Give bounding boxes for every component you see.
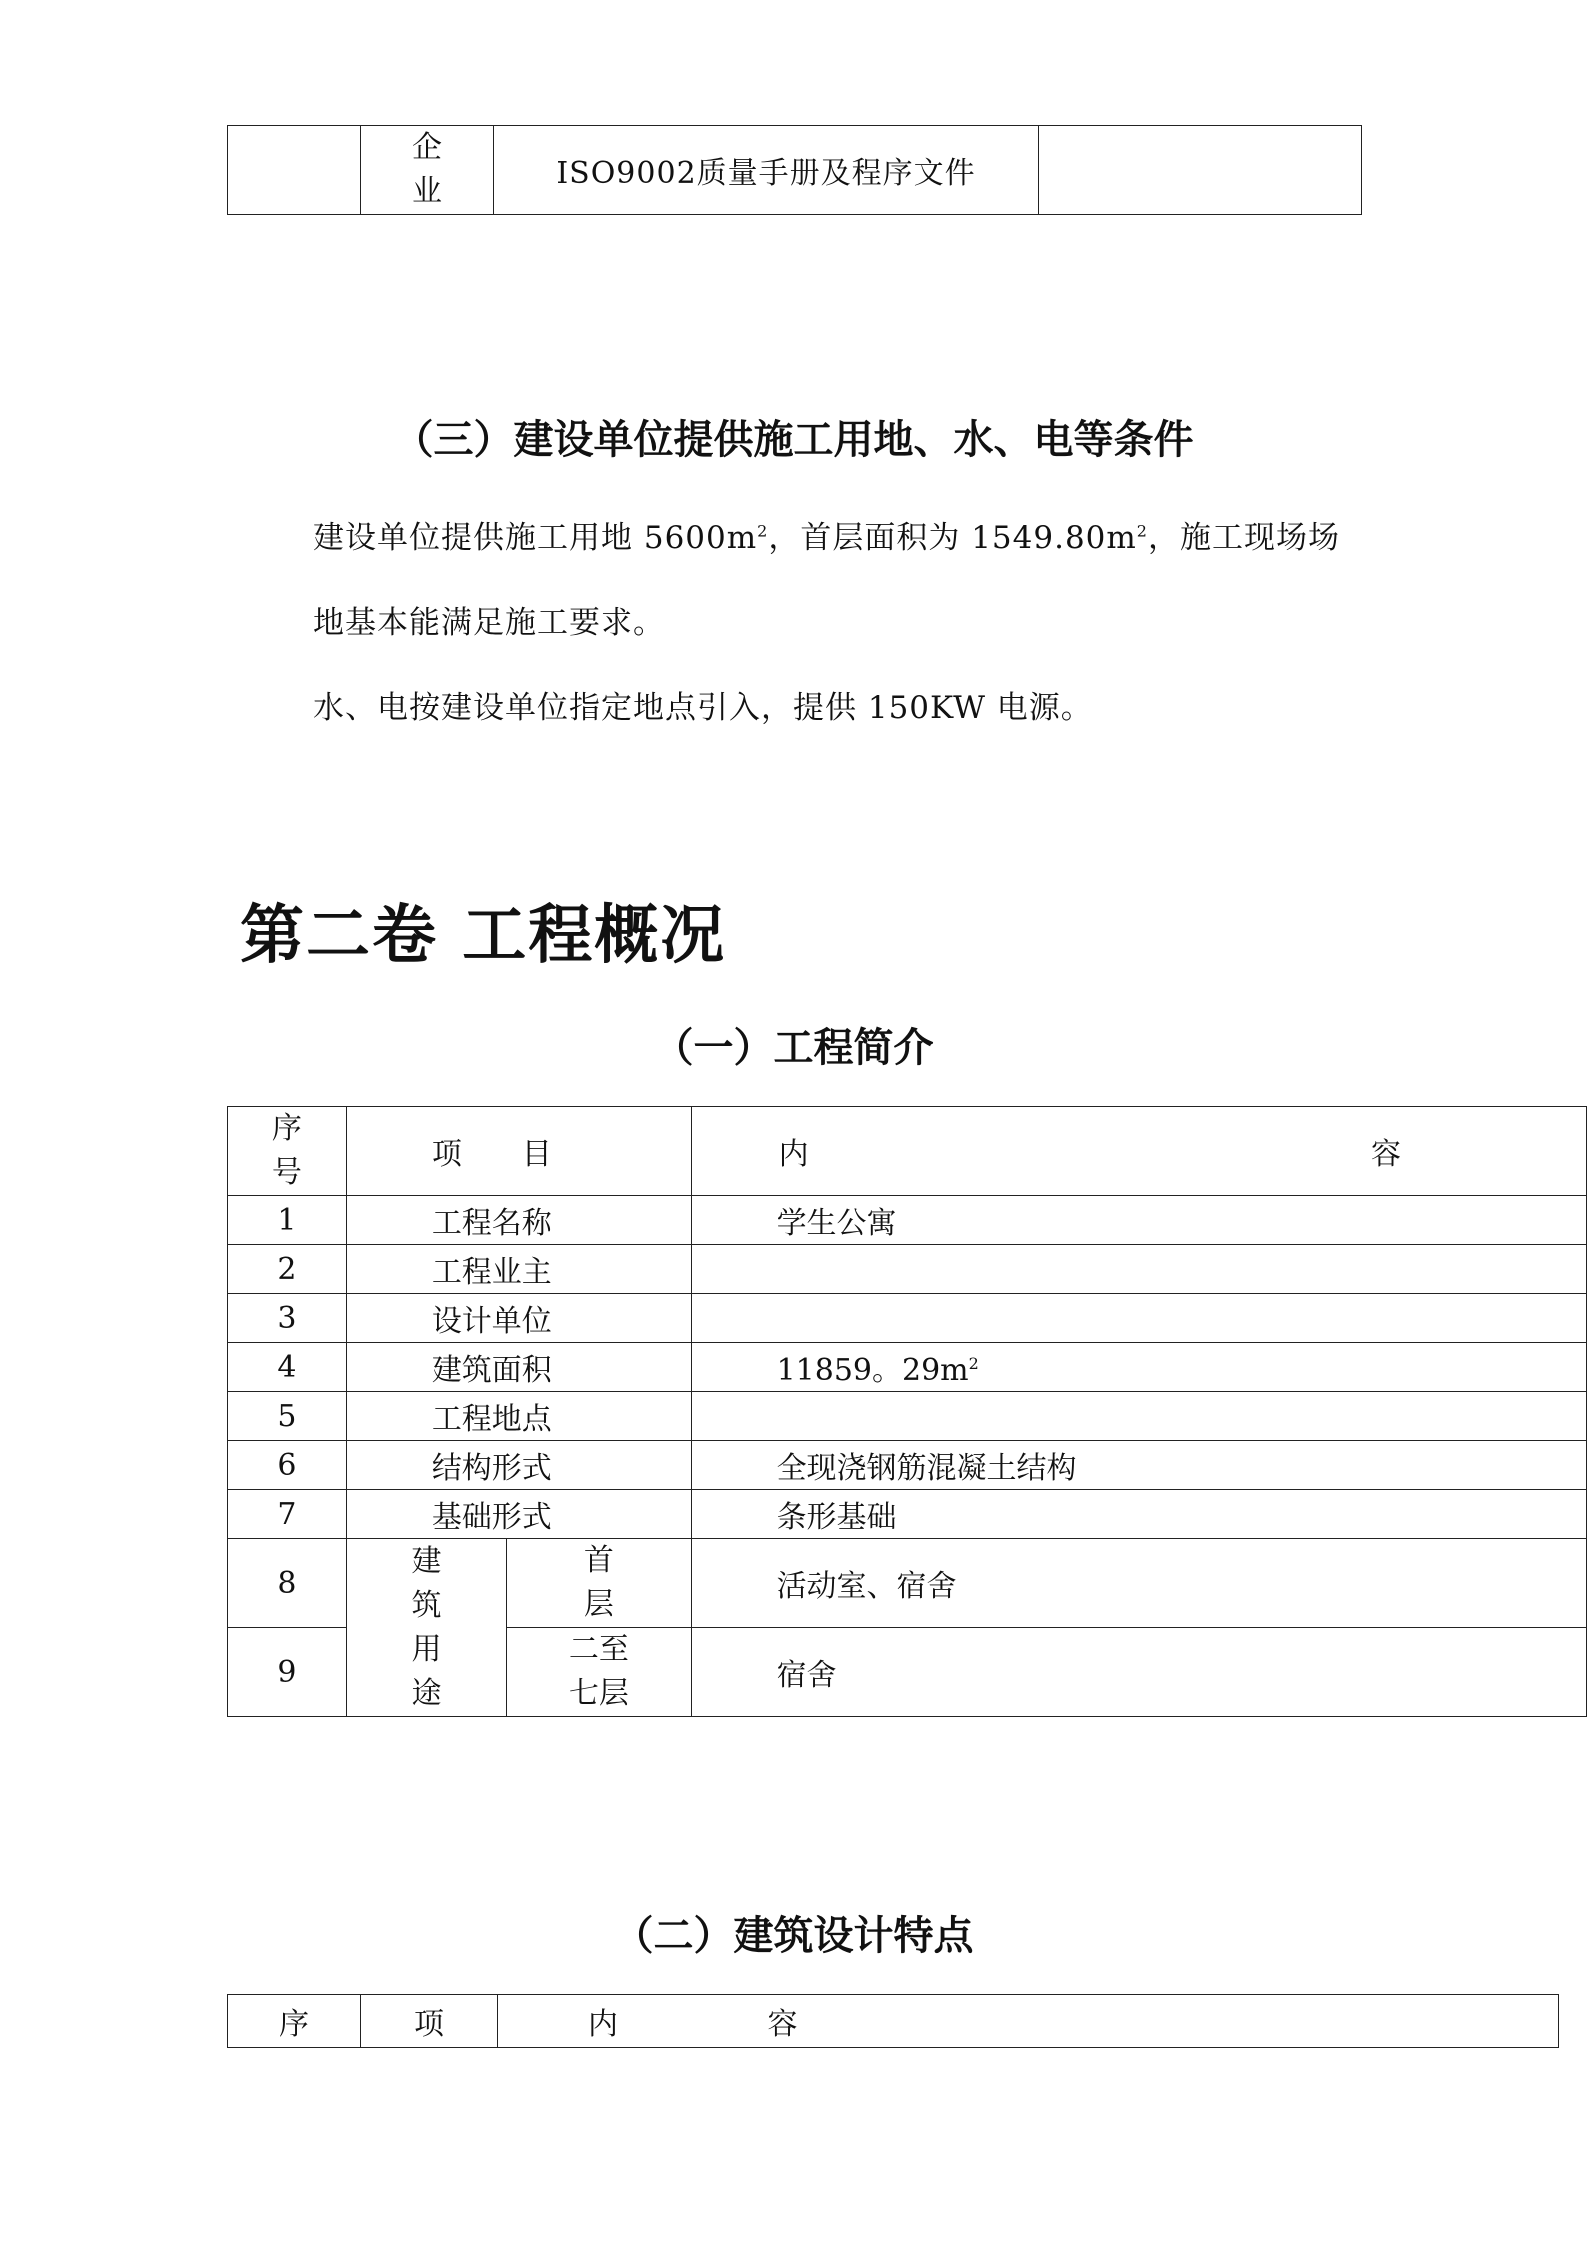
table-row: 6 结构形式 全现浇钢筋混凝土结构 bbox=[228, 1441, 1587, 1490]
table-header-row bbox=[228, 1995, 1559, 2048]
table-row: 3 设计单位 bbox=[228, 1294, 1587, 1343]
volume-title: 第二卷 工程概况 bbox=[240, 898, 727, 973]
header-no: 序 bbox=[228, 1995, 361, 2048]
header-content: 内 容 bbox=[691, 1107, 1586, 1196]
table-row: 9 二至 七层 宿舍 bbox=[228, 1628, 1587, 1717]
usage-label: 建 筑 用 途 bbox=[346, 1539, 506, 1717]
header-content: 内 容 bbox=[498, 1995, 1559, 2048]
table-cell: ISO9002质量手册及程序文件 bbox=[494, 126, 1039, 215]
table-row: 4 建筑面积 11859。$29m^2$ bbox=[228, 1343, 1587, 1392]
header-item: 项 目 bbox=[346, 1107, 691, 1196]
table-row: 1 工程名称 学生公寓 bbox=[228, 1196, 1587, 1245]
table-row: 5 工程地点 bbox=[228, 1392, 1587, 1441]
intro-table bbox=[227, 1106, 1587, 1717]
paragraph: 建设单位提供施工用地 $5600m^2$，首层面积为 $1549.80m^2$，施工现场场 bbox=[313, 520, 1340, 556]
paragraph: 水、电按建设单位指定地点引入，提供 150KW 电源。 bbox=[313, 690, 1093, 726]
table-row: 8 建 筑 用 途 首 层 活动室、宿舍 bbox=[228, 1539, 1587, 1628]
paragraph: 地基本能满足施工要求。 bbox=[313, 605, 665, 641]
table-row: 7 基础形式 条形基础 bbox=[228, 1490, 1587, 1539]
table-cell bbox=[228, 126, 361, 215]
features-table bbox=[227, 1994, 1559, 2048]
table-row: 2 工程业主 bbox=[228, 1245, 1587, 1294]
top-table bbox=[227, 125, 1362, 215]
table-cell: 企 业 bbox=[361, 126, 494, 215]
section-heading: （二）建筑设计特点 bbox=[613, 1913, 974, 1959]
table-header-row bbox=[228, 1107, 1587, 1196]
table-cell bbox=[1039, 126, 1362, 215]
header-no: 序 号 bbox=[228, 1107, 347, 1196]
section-heading: （三）建设单位提供施工用地、水、电等条件 bbox=[393, 417, 1194, 463]
section-heading: （一）工程简介 bbox=[653, 1025, 934, 1071]
header-item: 项 bbox=[361, 1995, 498, 2048]
table-row bbox=[228, 126, 1362, 215]
